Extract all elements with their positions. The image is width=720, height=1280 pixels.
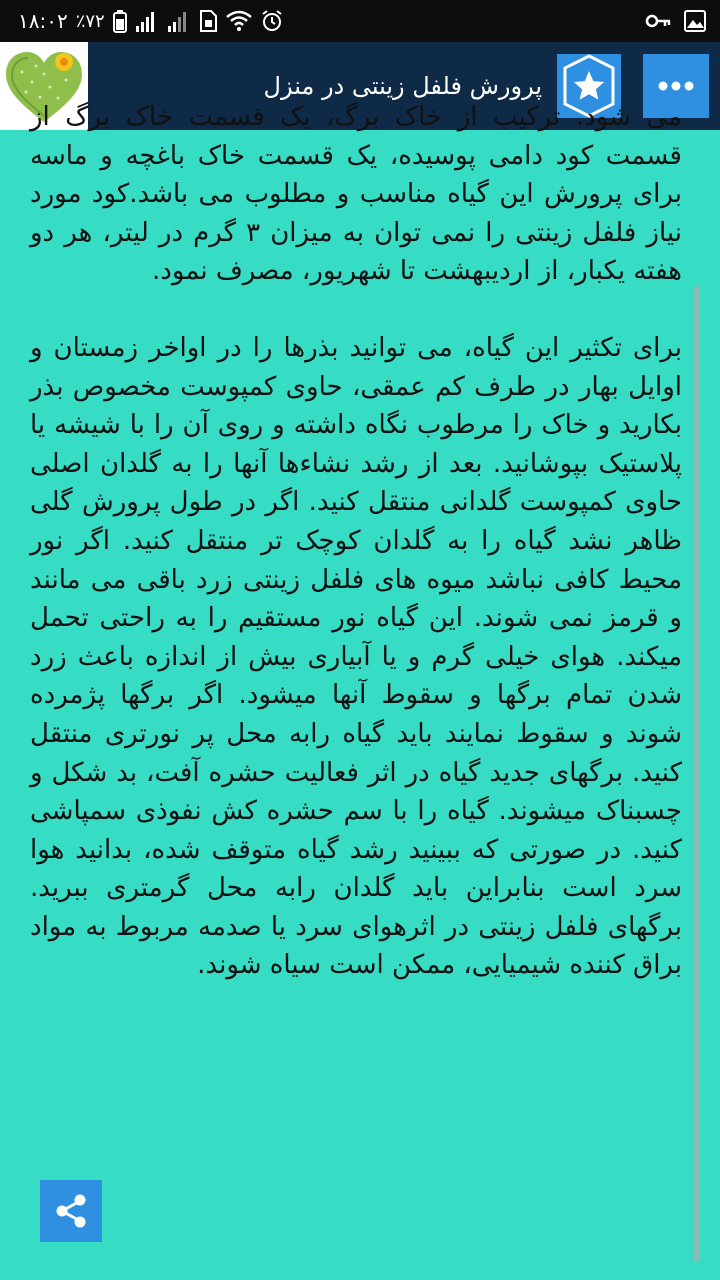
alarm-icon (261, 10, 283, 32)
status-bar (0, 0, 720, 42)
share-button[interactable] (40, 1180, 102, 1242)
status-right (646, 0, 706, 42)
app-title: پرورش فلفل زینتی در منزل (263, 72, 542, 100)
battery-percent: ٪۷۲ (75, 10, 105, 32)
article-paragraph: می شود. ترکیب از خاک برگ، یک قسمت خاک برگ از قسمت کود دامی پوسیده، یک قسمت خاک باغچه و ماسه برای پرورش این گیاه مناسب و مطلوب می باشد.کود مورد نیاز فلفل زینتی را نمی توان به میزان ۳ گرم در لیتر، هر دو هفته یکبار، از اردیبهشت تا شهریور، مصرف نمود. (30, 102, 682, 287)
clock: ۱۸:۰۲ (18, 9, 68, 33)
signal-icon-2 (167, 10, 191, 32)
sim-card-icon (199, 10, 217, 32)
key-icon (646, 12, 672, 30)
share-icon (40, 1180, 102, 1242)
signal-icon (135, 10, 159, 32)
status-left (18, 0, 283, 42)
battery-icon (113, 10, 127, 32)
article-paragraph: برای تکثیر این گیاه، می توانید بذرها را در اواخر زمستان و اوایل بهار در طرف کم عمقی، حاوی کمپوست مخصوص بذر بکارید و خاک را مرطوب نگاه داشته و روی آن را با شیشه یا پلاستیک بپوشانید. بعد از رشد نشاءها آنها را به گلدان اصلی حاوی کمپوست گلدانی منتقل کنید. اگر در طول پرورش گلی ظاهر نشد گیاه را به گلدان کوچک تر منتقل کنید. اگر نور محیط کافی نباشد میوه های فلفل زینتی زرد باقی می مانند و قرمز نمی شوند. این گیاه نور مستقیم را به راحتی تحمل میکند. هوای خیلی گرم و یا آبیاری بیش از اندازه باعث زرد شدن تمام برگها و سقوط آنها میشود. اگر برگها پژمرده شوند و سقوط نمایند باید گیاه رابه محل پر نورتری منتقل کنید. برگهای جدید گیاه در اثر فعالیت حشره آفت، بد شکل و چسبناک میشوند. گیاه را با سم حشره کش نفوذی سمپاشی کنید. در صورتی که ببینید رشد گیاه متوقف شده، بدانید هوا سرد است بنابراین باید گلدان رابه محل گرمتری ببرید. برگهای فلفل زینتی در اثرهوای سرد یا صدمه مربوط به مواد براق کننده شیمیایی، ممکن است سیاه شوند. (30, 332, 682, 981)
article-content[interactable] (30, 102, 682, 1280)
wifi-icon (225, 10, 253, 32)
scrollbar[interactable] (694, 286, 700, 1262)
article-body (30, 98, 682, 985)
image-icon (684, 10, 706, 32)
